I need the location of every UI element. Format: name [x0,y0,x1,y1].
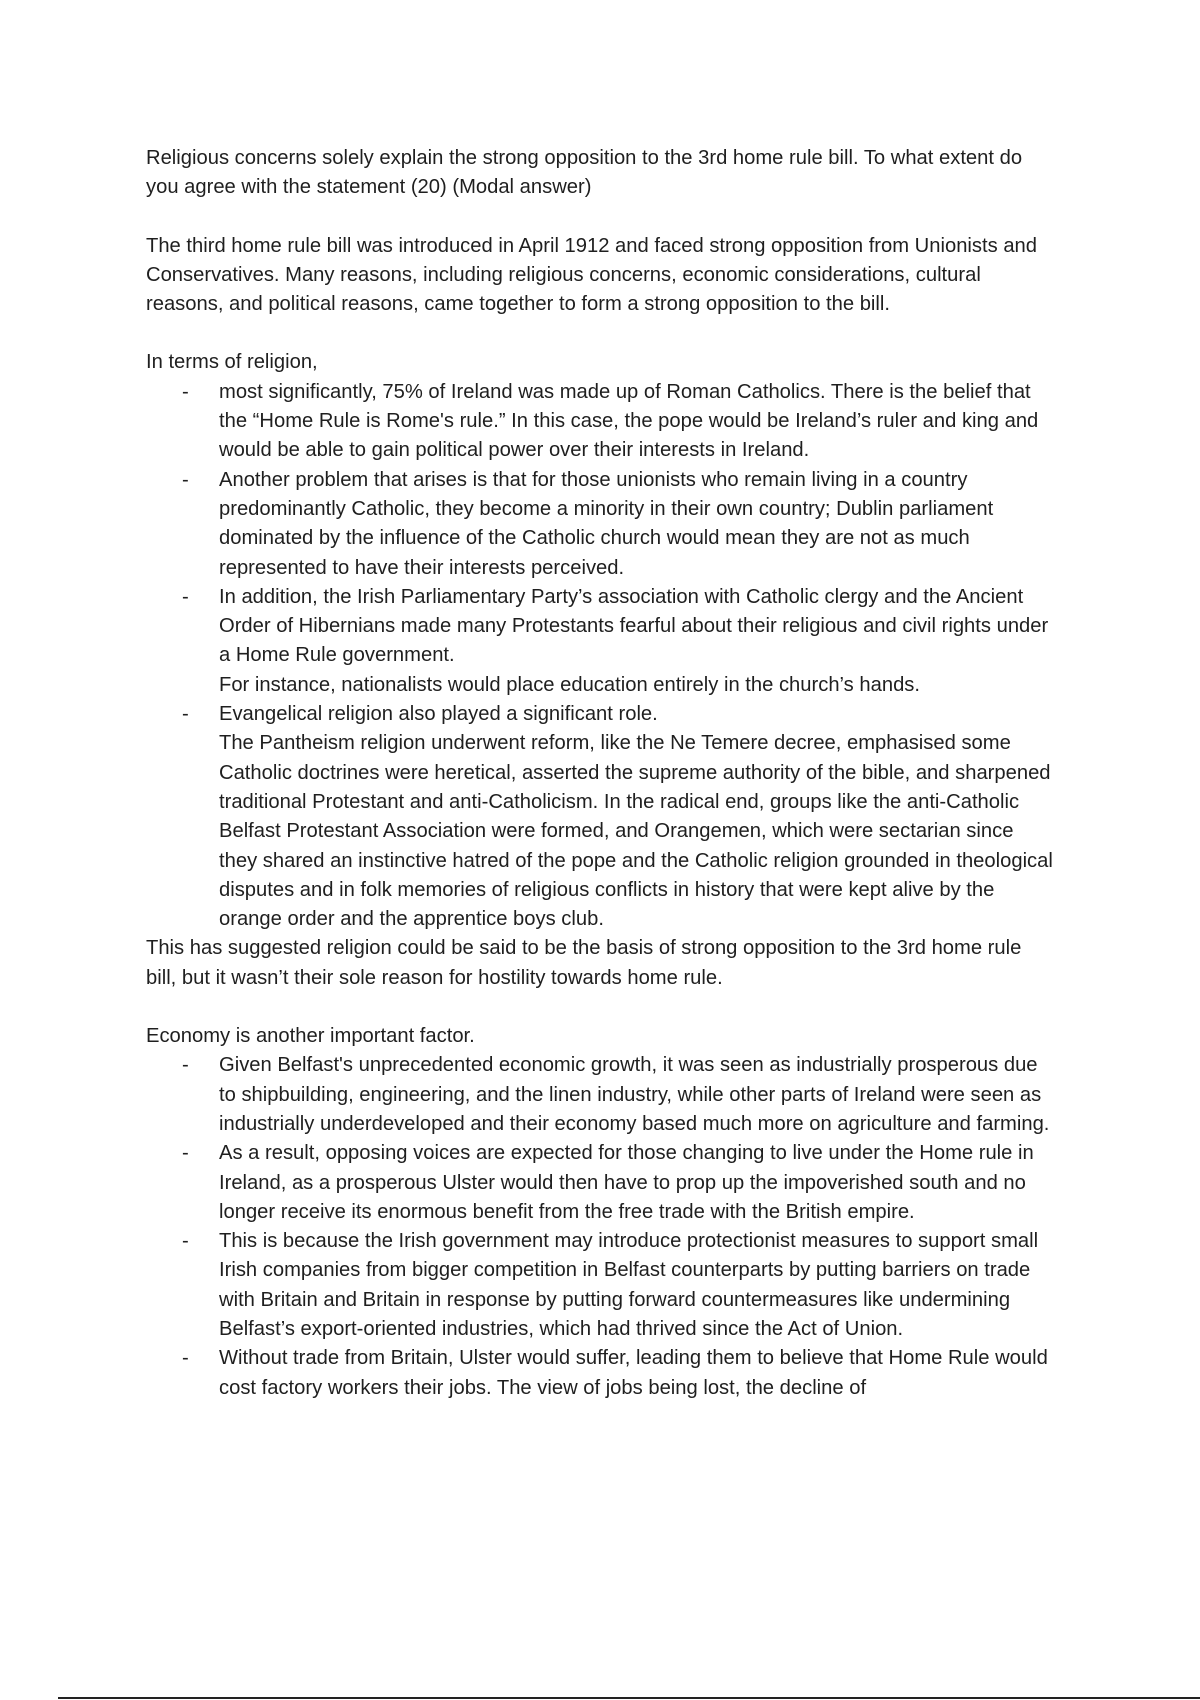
bullet-text: Without trade from Britain, Ulster would suffer, leading them to believe that Home Rule would cost factory workers their jobs. The view of jobs being lost, the decline of [219,1347,1048,1399]
bullet-text: This is because the Irish government may introduce protectionist measures to support small Irish companies from bigger competition in Belfast counterparts by putting barriers on trade with Britain and Britain in response by putting forward countermeasures like undermining Belfast’s export-oriented industries, which had thrived since the Act of Union. [219,1230,1039,1340]
religion-section [146,348,1056,993]
bullet-dash: - [182,1054,189,1077]
bullet-dash: - [182,1230,189,1253]
bullet-dash: - [182,380,189,403]
document-page [146,144,1056,1403]
list-item [146,1051,1056,1139]
bullet-text: In addition, the Irish Parliamentary Party’s association with Catholic clergy and the Ancient Order of Hibernians made many Protestants fearful about their religious and civil rights under a Home Rule government. [219,585,1049,667]
list-item [146,1227,1056,1344]
list-item [146,583,1056,700]
spacer [146,203,1056,232]
list-item [146,1139,1056,1227]
bullet-dash: - [182,1142,189,1165]
page-bottom-rule [58,1697,1200,1699]
religion-bullet-list [146,378,1056,935]
spacer [146,993,1056,1022]
economy-heading: Economy is another important factor. [146,1025,475,1048]
spacer [146,319,1056,348]
bullet-dash: - [182,585,189,608]
bullet-continuation: For instance, nationalists would place education entirely in the church’s hands. [219,673,920,696]
essay-question: Religious concerns solely explain the strong opposition to the 3rd home rule bill. To what extent do you agree with the statement (20) (Modal answer) [146,147,1023,199]
bullet-text: As a result, opposing voices are expected for those changing to live under the Home rule in Ireland, as a prosperous Ulster would then have to prop up the impoverished south and no longer receive its enormous benefit from the free trade with the British empire. [219,1142,1034,1223]
list-item [146,378,1056,466]
bullet-text: Evangelical religion also played a significant role. [219,703,658,726]
list-item [146,700,1056,934]
economy-section [146,1022,1056,1403]
bullet-continuation: The Pantheism religion underwent reform, like the Ne Temere decree, emphasised some Catholic doctrines were heretical, asserted the supreme authority of the bible, and sharpened traditional Protestant and anti-Catholicism. In the radical end, groups like the anti-Catholic Belfast Protestant Association were formed, and Orangemen, which were sectarian since they shared an instinctive hatred of the pope and the Catholic religion grounded in theological disputes and in folk memories of religious conflicts in history that were kept alive by the orange order and the apprentice boys club. [219,732,1053,931]
economy-bullet-list [146,1051,1056,1403]
list-item [146,1344,1056,1403]
bullet-dash: - [182,703,189,726]
bullet-dash: - [182,468,189,491]
bullet-text: Given Belfast's unprecedented economic growth, it was seen as industrially prosperous due to shipbuilding, engineering, and the linen industry, while other parts of Ireland were seen as industrially underdeveloped and their economy based much more on agriculture and farming. [219,1054,1050,1135]
bullet-dash: - [182,1347,189,1370]
religion-heading: In terms of religion, [146,351,318,374]
list-item [146,466,1056,583]
introduction-paragraph: The third home rule bill was introduced in April 1912 and faced strong opposition from Unionists and Conservatives. Many reasons, including religious concerns, economic considerations, cultural reasons, and political reasons, came together to form a strong opposition to the bill. [146,234,1037,316]
religion-conclusion: This has suggested religion could be said to be the basis of strong opposition to the 3rd home rule bill, but it wasn’t their sole reason for hostility towards home rule. [146,937,1022,989]
bullet-text: Another problem that arises is that for those unionists who remain living in a country predominantly Catholic, they become a minority in their own country; Dublin parliament dominated by the influence of the Catholic church would mean they are not as much represented to have their interests perceived. [219,468,994,579]
bullet-text: most significantly, 75% of Ireland was made up of Roman Catholics. There is the belief that the “Home Rule is Rome's rule.” In this case, the pope would be Ireland’s ruler and king and would be able to gain political power over their interests in Ireland. [219,380,1039,462]
